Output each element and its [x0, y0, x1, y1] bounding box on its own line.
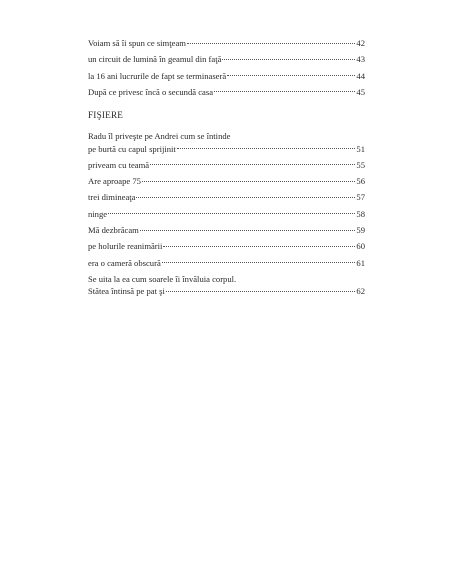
toc-entry-title-line2: Stătea întinsă pe pat şi: [88, 286, 165, 297]
dot-leader: [222, 59, 355, 60]
toc-entry-title: Voiam să îi spun ce simţeam: [88, 38, 186, 48]
toc-entry: [88, 224, 365, 237]
toc-entry-page: 56: [356, 176, 365, 187]
dot-leader: [166, 291, 356, 292]
toc-entry: [88, 175, 365, 188]
toc-entry: [88, 257, 365, 270]
toc-entry-title: Are aproape 75: [88, 176, 141, 187]
dot-leader: [108, 213, 355, 214]
toc-entry-title-line1: Radu îl priveşte pe Andrei cum se întinde: [88, 131, 231, 142]
toc-entry-page: 43: [356, 54, 365, 65]
toc-entry-title-line2: pe burtă cu capul sprijinit: [88, 143, 176, 154]
dot-leader: [163, 246, 355, 247]
dot-leader: [227, 75, 355, 76]
toc-entry-multiline: [88, 130, 365, 155]
toc-entry: [88, 240, 365, 253]
section-heading: FIŞIERE: [88, 110, 124, 121]
dot-leader: [162, 262, 356, 263]
toc-entry-title: era o cameră obscură: [88, 257, 161, 268]
toc-entry-title: un circuit de lumină în geamul din faţă: [88, 54, 222, 65]
toc-entry-page: 58: [356, 208, 365, 219]
toc-entry-page: 42: [356, 38, 365, 48]
dot-leader: [142, 181, 355, 182]
toc-entry-page: 45: [356, 86, 365, 97]
dot-leader: [214, 91, 355, 92]
toc-entry-title: priveam cu teamă: [88, 159, 150, 170]
toc-entry-page: 44: [356, 70, 365, 81]
toc-entry-page: 61: [356, 257, 365, 268]
toc-entry: [88, 191, 365, 204]
toc-entry-title: trei dimineaţa: [88, 192, 136, 203]
toc-entry-title-line1: Se uita la ea cum soarele îi învăluia corpul.: [88, 273, 237, 284]
toc-entry: [88, 70, 365, 83]
toc-entry-title: ninge: [88, 208, 108, 219]
dot-leader: [177, 148, 356, 149]
toc-entry-title: După ce privesc încă o secundă casa: [88, 86, 214, 97]
table-of-contents: [88, 37, 365, 302]
toc-entry: [88, 86, 365, 99]
toc-entry: [88, 159, 365, 172]
dot-leader: [187, 43, 355, 44]
toc-entry-title: Mă dezbrăcam: [88, 225, 139, 236]
toc-entry: [88, 53, 365, 66]
toc-entry-page: 60: [356, 241, 365, 252]
toc-entry-title: pe holurile reanimării: [88, 241, 163, 252]
toc-entry: [88, 37, 365, 50]
toc-entry-title: la 16 ani lucrurile de fapt se terminaseră: [88, 70, 227, 81]
toc-entry-page: 62: [356, 286, 365, 297]
toc-entry-page: 57: [356, 192, 365, 203]
toc-entry-page: 59: [356, 225, 365, 236]
dot-leader: [140, 230, 356, 231]
toc-entry-multiline: [88, 273, 365, 298]
toc-entry-last-line: [88, 285, 365, 298]
toc-entry-page: 51: [356, 143, 365, 154]
dot-leader: [136, 197, 355, 198]
dot-leader: [150, 164, 355, 165]
toc-entry-last-line: [88, 143, 365, 156]
toc-entry-page: 55: [356, 159, 365, 170]
toc-entry: [88, 208, 365, 221]
